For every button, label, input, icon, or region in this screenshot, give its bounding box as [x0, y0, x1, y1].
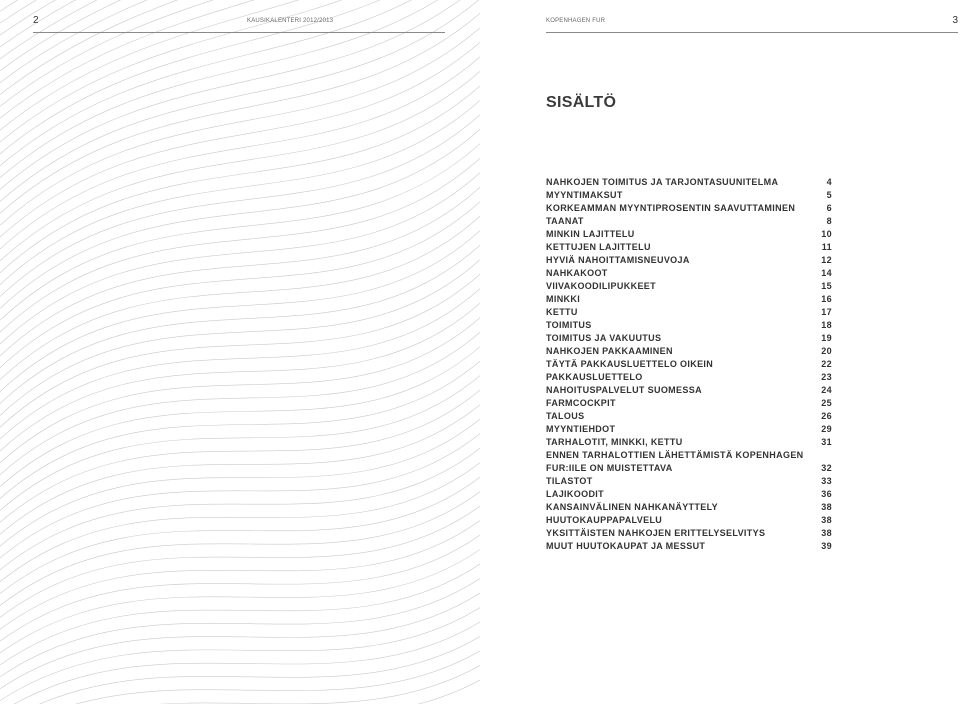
toc-entry — [546, 358, 832, 371]
toc-entry-title: TAANAT — [546, 216, 584, 226]
toc-entry-page-number: 8 — [826, 216, 832, 226]
wave-line — [0, 129, 480, 308]
toc-entry-page-number: 33 — [821, 476, 832, 486]
wave-line — [0, 57, 480, 249]
wave-line — [0, 28, 480, 225]
toc-entry-page-number: 18 — [821, 320, 832, 330]
toc-entry — [546, 228, 832, 241]
wave-line — [0, 622, 480, 704]
toc-entry-title: TARHALOTIT, MINKKI, KETTU — [546, 437, 683, 447]
right-page-number: 3 — [952, 15, 958, 26]
toc-entry-page-number: 36 — [821, 489, 832, 499]
toc-entry — [546, 254, 832, 267]
toc-entry — [546, 241, 832, 254]
toc-entry — [546, 397, 832, 410]
toc-entry-page-number: 10 — [821, 229, 832, 239]
toc-entry — [546, 319, 832, 332]
toc-entry — [546, 189, 832, 202]
wave-line — [0, 477, 480, 594]
wave-line — [0, 303, 480, 451]
toc-entry — [546, 371, 832, 384]
toc-entry-title: KETTUJEN LAJITTELU — [546, 242, 651, 252]
toc-entry-page-number: 15 — [821, 281, 832, 291]
toc-entry — [546, 423, 832, 436]
wave-line — [0, 274, 480, 427]
toc-entry-page-number: 32 — [821, 463, 832, 473]
wave-line — [0, 187, 480, 356]
table-of-contents — [546, 176, 832, 553]
wave-line — [0, 564, 480, 665]
toc-entry-page-number: 24 — [821, 385, 832, 395]
toc-entry-page-number: 11 — [821, 242, 832, 252]
toc-entry — [546, 527, 832, 540]
toc-entry-title: MYYNTIEHDOT — [546, 424, 616, 434]
toc-entry-title: YKSITTÄISTEN NAHKOJEN ERITTELYSELVITYS — [546, 528, 766, 538]
right-running-title: KOPENHAGEN FUR — [546, 18, 606, 24]
toc-entry-page-number: 38 — [821, 502, 832, 512]
toc-entry — [546, 202, 832, 215]
toc-entry-page-number: 39 — [821, 541, 832, 551]
wave-line — [0, 637, 480, 704]
toc-entry — [546, 436, 832, 449]
wave-line — [0, 579, 480, 677]
toc-entry — [546, 306, 832, 319]
toc-entry — [546, 501, 832, 514]
toc-entry — [546, 176, 832, 189]
toc-entry-title: TOIMITUS JA VAKUUTUS — [546, 333, 662, 343]
wave-line — [0, 492, 480, 606]
toc-entry-title: ENNEN TARHALOTTIEN LÄHETTÄMISTÄ KOPENHAGEN FUR:IILE ON MUISTETTAVA — [546, 450, 804, 473]
right-page — [480, 0, 960, 704]
wave-line — [0, 231, 480, 392]
toc-entry-page-number: 6 — [826, 203, 832, 213]
toc-entry-page-number: 16 — [821, 294, 832, 304]
toc-entry-title: KANSAINVÄLINEN NAHKANÄYTTELY — [546, 502, 718, 512]
toc-entry-title: NAHKAKOOT — [546, 268, 608, 278]
toc-entry-title: PAKKAUSLUETTELO — [546, 372, 643, 382]
toc-entry — [546, 514, 832, 527]
toc-entry — [546, 215, 832, 228]
toc-entry-page-number: 19 — [821, 333, 832, 343]
wave-line — [0, 361, 480, 498]
wave-line — [0, 347, 480, 487]
toc-entry-page-number: 20 — [821, 346, 832, 356]
toc-entry — [546, 540, 832, 553]
toc-entry-title: TALOUS — [546, 411, 585, 421]
toc-entry-page-number: 4 — [826, 177, 832, 187]
wave-line — [0, 71, 480, 261]
toc-entry — [546, 345, 832, 358]
toc-entry-page-number: 5 — [826, 190, 832, 200]
toc-entry-title: LAJIKOODIT — [546, 489, 605, 499]
toc-entry — [546, 488, 832, 501]
toc-entry-title: TILASTOT — [546, 476, 593, 486]
wave-line — [0, 390, 480, 522]
toc-entry-page-number: 26 — [821, 411, 832, 421]
wave-line — [0, 666, 480, 704]
toc-entry-title: VIIVAKOODILIPUKKEET — [546, 281, 656, 291]
toc-entry-title: MINKIN LAJITTELU — [546, 229, 635, 239]
toc-entry-page-number: 31 — [821, 437, 832, 447]
right-page-header — [546, 14, 958, 33]
left-page-number: 2 — [33, 15, 39, 26]
wave-line — [0, 448, 480, 570]
toc-entry — [546, 475, 832, 488]
toc-entry-page-number: 14 — [821, 268, 832, 278]
toc-entry-title: HYVIÄ NAHOITTAMISNEUVOJA — [546, 255, 690, 265]
toc-entry-title: KETTU — [546, 307, 578, 317]
wave-line — [0, 260, 480, 416]
toc-entry-title: KORKEAMMAN MYYNTIPROSENTIN SAAVUTTAMINEN — [546, 203, 796, 213]
toc-entry-title: HUUTOKAUPPAPALVELU — [546, 515, 663, 525]
wave-line — [0, 506, 480, 617]
wave-line — [0, 144, 480, 321]
toc-entry — [546, 449, 832, 475]
left-page-header — [33, 14, 445, 33]
contents-title: SISÄLTÖ — [546, 94, 617, 111]
wave-line — [0, 651, 480, 704]
toc-entry-title: NAHKOJEN TOIMITUS JA TARJONTASUUNITELMA — [546, 177, 779, 187]
wave-line — [0, 521, 480, 630]
wave-line — [0, 86, 480, 273]
toc-entry-page-number: 25 — [821, 398, 832, 408]
wave-line — [0, 289, 480, 439]
toc-entry — [546, 293, 832, 306]
wave-line — [0, 173, 480, 344]
toc-entry-title: NAHOITUSPALVELUT SUOMESSA — [546, 385, 702, 395]
toc-entry — [546, 267, 832, 280]
toc-entry-title: MUUT HUUTOKAUPAT JA MESSUT — [546, 541, 706, 551]
toc-entry-title: TÄYTÄ PAKKAUSLUETTELO OIKEIN — [546, 359, 714, 369]
wave-line — [0, 376, 480, 511]
toc-entry-page-number: 22 — [821, 359, 832, 369]
toc-entry-page-number: 38 — [821, 528, 832, 538]
toc-entry-title: FARMCOCKPIT — [546, 398, 616, 408]
toc-entry-page-number: 23 — [821, 372, 832, 382]
toc-entry-title: TOIMITUS — [546, 320, 592, 330]
toc-entry-page-number: 17 — [821, 307, 832, 317]
wave-line — [0, 680, 480, 704]
wave-line — [0, 535, 480, 641]
toc-entry-title: MYYNTIMAKSUT — [546, 190, 623, 200]
toc-entry — [546, 384, 832, 397]
toc-entry-title: NAHKOJEN PAKKAAMINEN — [546, 346, 673, 356]
wave-line — [0, 593, 480, 689]
toc-entry — [546, 410, 832, 423]
toc-entry-page-number: 38 — [821, 515, 832, 525]
toc-entry — [546, 332, 832, 345]
toc-entry-page-number: 12 — [821, 255, 832, 265]
toc-entry-page-number: 29 — [821, 424, 832, 434]
toc-entry — [546, 280, 832, 293]
wave-line — [0, 463, 480, 582]
wave-line — [0, 216, 480, 379]
toc-entry-title: MINKKI — [546, 294, 581, 304]
left-running-title: KAUSIKALENTERI 2012/2013 — [247, 18, 334, 24]
